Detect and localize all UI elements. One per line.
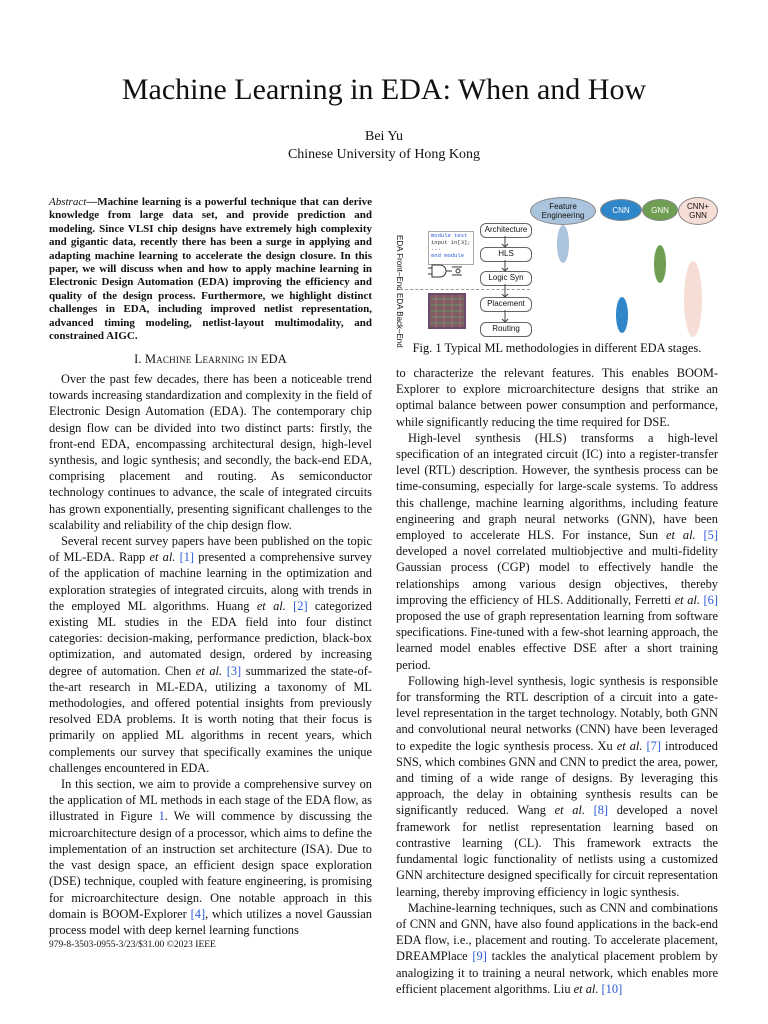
legend-cnn bbox=[600, 199, 642, 221]
text-run: introduced SNS, which combines GNN and CNN to predict the area, power, and timing of a wide range of designs. By leveraging this approach, the delay in obtaining synthesis results can be significantly reduced. Wang bbox=[396, 738, 718, 818]
text-run: In this section, we aim to provide a comprehensive survey on the application of ML methods in each stage of the EDA flow, as illustrated in Figure bbox=[49, 777, 372, 824]
text-run: Over the past few decades, there has been a noticeable trend towards increasing standardization and complexity in the field of Electronic Design Automation (EDA). The contemporary chip design flow can be divided into two distinct parts: firstly, the front-end EDA, encompassing architectural design, high-level synthesis, and logic synthesis; and secondly, the back-end EDA, comprising placement and routing. As semiconductor technology continues to advance, the scale of integrated circuits has grown exponentially, presenting significant challenges to the scalability and reliability of the chip design flow. bbox=[49, 372, 372, 532]
stage-logic-syn: Logic Syn bbox=[480, 271, 532, 286]
section-heading bbox=[49, 352, 372, 367]
et-al-text: et al. bbox=[149, 550, 176, 565]
abstract-label: Abstract bbox=[49, 196, 87, 208]
cnn-ellipse bbox=[616, 297, 628, 333]
paragraph bbox=[396, 430, 718, 673]
et-al-text: et al. bbox=[195, 663, 223, 678]
citation-link[interactable]: [6] bbox=[703, 592, 718, 607]
citation-link[interactable]: [1] bbox=[179, 550, 195, 565]
cnn-gnn-ellipse bbox=[684, 261, 702, 337]
text-run: summarized the state-of-the-art research in ML-EDA, utilizing a taxonomy of ML methodologies, and offered potential insights from previously resolved EDA problems. It is worth noting that their focus is primarily on applied ML algorithms in recent years, which complements our survey that specifically examines the unique challenges encountered in EDA. bbox=[49, 663, 372, 775]
citation-link[interactable]: [8] bbox=[593, 803, 609, 818]
code-line: end module bbox=[431, 251, 465, 259]
text-run: categorized existing ML studies in the EDA field into four distinct categories: decision-making, performance prediction, black-box optimization, and automated design, ordered by increasing degree of automation. Chen bbox=[49, 598, 372, 678]
flow-arrows bbox=[500, 236, 512, 326]
code-line: module test bbox=[431, 232, 468, 239]
text-run: Following high-level synthesis, logic synthesis is responsible for transforming the RTL description of a circuit into a gate-level representation in the target technology. Notably, both GNN and convolutional neural networks (CNN) have been leveraged to expedite the logic synthesis process. Xu bbox=[396, 673, 718, 753]
text-run bbox=[696, 528, 704, 542]
figure-caption: Fig. 1 Typical ML methodologies in different EDA stages. bbox=[412, 341, 702, 355]
paragraph bbox=[49, 533, 372, 776]
paragraph bbox=[49, 776, 372, 938]
text-run: . We will commence by discussing the microarchitecture design of a processor, which aims to define the implementation of an instruction set architecture (ISA). Due to the vast design space, an efficient design space exploration (DSE) technique, coupled with feature engineering, is promising for microarchitecture design. One notable approach in this domain is BOOM-Explorer bbox=[49, 809, 372, 921]
abstract-text: —Machine learning is a powerful technique that can derive knowledge from large data set, and provide prediction and modeling. Since VLSI chip designs have extremely high complexity and gigantic data, recently there has been a surge in applying and adapting machine learning to accelerate the design closure. In this paper, we will discuss when and how to apply machine learning in Electronic Design Automation (EDA) improving the efficiency and quality of the design process. Furthermore, we highlight distinct challenges in EDA, including improved netlist representation, advanced timing modeling, netlist-layout multimodality, and constrained AIGC. bbox=[49, 196, 372, 343]
paragraph bbox=[396, 365, 718, 430]
front-back-divider bbox=[400, 289, 530, 290]
stage-placement: Placement bbox=[480, 297, 532, 312]
citation-link[interactable]: 1 bbox=[158, 809, 165, 824]
et-al-text: et al. bbox=[674, 592, 700, 607]
code-line: input in[3]; bbox=[431, 238, 471, 246]
text-run bbox=[585, 803, 594, 817]
gnn-ellipse bbox=[654, 245, 666, 283]
text-run: developed a novel correlated multiobjective and multi-fidelity Gaussian process (CGP) model to effectively handle the relationships among various design objectives, thereby improving the efficiency of HLS. Additionally, Ferretti bbox=[396, 544, 718, 607]
legend-label: CNN bbox=[612, 205, 630, 215]
abstract bbox=[49, 196, 372, 343]
legend-cnn-gnn bbox=[678, 197, 718, 225]
legend-label: Feature Engineering bbox=[541, 202, 585, 220]
et-al-text: et al. bbox=[573, 981, 599, 996]
text-run: presented a comprehensive survey of the application of machine learning in the optimization and exploration strategies of integrated circuits, along with trends in the employed ML algorithms. Huang bbox=[49, 550, 372, 613]
feature-engineering-ellipse bbox=[557, 225, 569, 263]
stage-routing: Routing bbox=[480, 322, 532, 337]
layout-image bbox=[428, 293, 466, 329]
citation-link[interactable]: [3] bbox=[226, 663, 242, 678]
author-affiliation: Chinese University of Hong Kong bbox=[287, 147, 481, 162]
paper-title: Machine Learning in EDA: When and How bbox=[121, 73, 647, 106]
legend-label: CNN+ GNN bbox=[686, 202, 709, 220]
logic-gate-icon bbox=[428, 261, 468, 283]
paragraph bbox=[396, 673, 718, 900]
stage-architecture: Architecture bbox=[480, 223, 532, 238]
text-run: High-level synthesis (HLS) transforms a high-level specification of an integrated circuit (IC) into a register-transfer level (RTL) description. However, the synthesis process can be time-consuming, especially for large-scale systems. To address this challenge, machine learning algorithms, including feature engineering and graph neural networks (GNN), have been employed to accelerate HLS. For instance, Sun bbox=[396, 430, 718, 543]
text-run: proposed the use of graph representation learning from software specifications. Fine-tuned with a few-shot learning approach, the learned model enables effective DSE after a short training period. bbox=[396, 609, 718, 672]
et-al-text: et al. bbox=[554, 803, 585, 818]
author-name: Bei Yu bbox=[365, 129, 403, 144]
section-title: Machine Learning in EDA bbox=[145, 352, 287, 366]
right-column bbox=[396, 365, 718, 997]
text-run: Several recent survey papers have been published on the topic of ML-EDA. Rapp bbox=[49, 534, 372, 565]
legend-label: GNN bbox=[651, 205, 669, 215]
back-end-label: EDA Back–End bbox=[395, 293, 404, 348]
rtl-code-snippet bbox=[428, 231, 474, 265]
legend-gnn bbox=[642, 199, 678, 221]
legend-feature-engineering bbox=[530, 197, 596, 225]
text-run: to characterize the relevant features. This enables BOOM-Explorer to explore microarchitecture designs that strike an optimal balance between power consumption and performance, while significantly reducing the time required for DSE. bbox=[396, 366, 718, 429]
paragraph bbox=[49, 371, 372, 533]
left-column bbox=[49, 371, 372, 938]
citation-link[interactable]: [9] bbox=[472, 949, 487, 964]
citation-link[interactable]: [2] bbox=[293, 598, 308, 613]
section-number: I. bbox=[134, 352, 142, 366]
text-run: tackles the analytical placement problem by analogizing it to training a neural network, which enables more efficient placement algorithms. Liu bbox=[396, 949, 718, 996]
et-al-text: et al. bbox=[666, 528, 696, 543]
paragraph bbox=[396, 900, 718, 997]
citation-link[interactable]: [7] bbox=[646, 738, 661, 753]
citation-link[interactable]: [4] bbox=[190, 906, 206, 921]
text-run: Machine-learning techniques, such as CNN and combinations of CNN and GNN, have also found applications in the back-end EDA flow, i.e., placement and routing. To accelerate placement, DREAMPlace bbox=[396, 900, 718, 964]
front-end-label: EDA Front–End bbox=[395, 235, 404, 291]
copyright-footer: 979-8-3503-0955-3/23/$31.00 ©2023 IEEE bbox=[49, 940, 216, 950]
text-run: , which utilizes a novel Gaussian process model with deep kernel learning functions bbox=[49, 906, 372, 937]
stage-hls: HLS bbox=[480, 247, 532, 262]
citation-link[interactable]: [10] bbox=[601, 981, 623, 996]
text-run: developed a novel framework for netlist representation learning based on contrastive learning (CL). This framework extracts the fundamental logic functionality of netlists using a customized GNN architecture designed specifically for circuit representation learning, thereby improving efficiency in logic synthesis. bbox=[396, 803, 718, 899]
code-line: ... bbox=[431, 245, 441, 252]
citation-link[interactable]: [5] bbox=[703, 528, 718, 543]
et-al-text: et al. bbox=[616, 738, 643, 753]
et-al-text: et al. bbox=[256, 598, 286, 613]
